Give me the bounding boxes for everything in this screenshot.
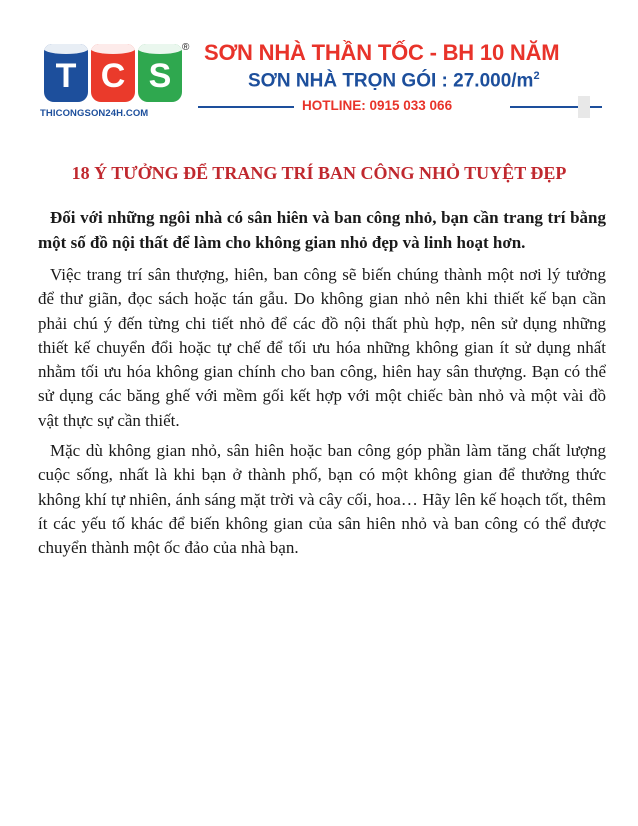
registered-mark: ® [182, 42, 190, 53]
article-paragraph-3: Mặc dù không gian nhỏ, sân hiên hoặc ban công góp phần làm tăng chất lượng cuộc sống, nhất là khi bạn ở thành phố, bạn có một không gian để thưởng thức không khí tự nhiên, ánh sáng mặt trời và cây cối, hoa… Hãy lên kế hoạch tốt, thêm ít các yếu tố khác để biến không gian của sân hiên nhỏ và ban công có thể được chuyển thành một ốc đảo của nhà bạn. [38, 441, 606, 558]
company-logo [38, 40, 194, 124]
article-body [38, 205, 606, 567]
logo-tile-c: C [91, 44, 135, 102]
slogan-sub [248, 70, 540, 92]
slogan-sub-unit-power: 2 [533, 70, 540, 82]
hotline-divider-left [198, 106, 294, 108]
article-title: 18 Ý TƯỞNG ĐỂ TRANG TRÍ BAN CÔNG NHỎ TUYỆT ĐẸP [71, 163, 567, 184]
article-lead-paragraph: Đối với những ngôi nhà có sân hiên và ban công nhỏ, bạn cần trang trí bằng một số đồ nội thất để làm cho không gian nhỏ đẹp và linh hoạt hơn. [38, 208, 606, 252]
slogan-sub-text: SƠN NHÀ TRỌN GÓI : 27.000/m [248, 70, 534, 92]
logo-tile-t: T [44, 44, 88, 102]
banner-corner-mark [578, 96, 590, 118]
header-banner [38, 32, 602, 124]
hotline-row [198, 98, 602, 116]
logo-tiles [44, 44, 182, 102]
hotline-text: HOTLINE: 0915 033 066 [302, 98, 453, 113]
slogan-main: SƠN NHÀ THẦN TỐC - BH 10 NĂM [204, 40, 560, 65]
logo-tile-s: S [138, 44, 182, 102]
logo-domain-text: THICONGSON24H.COM [40, 108, 149, 119]
article-paragraph-2: Việc trang trí sân thượng, hiên, ban công sẽ biến chúng thành một nơi lý tưởng để thư giãn, đọc sách hoặc tán gẫu. Do không gian nhỏ nên khi thiết kế bạn cần phải chú ý đến từng chi tiết nhỏ để các đồ nội thất phù hợp, nên sử dụng những thiết kế chuyển đổi hoặc tự chế để tối ưu hóa những không gian ít sử dụng nhất nhằm tối ưu hóa không gian chính cho ban công, hiên hay sân thượng. Bạn có thể sử dụng các băng ghế với mềm gối kết hợp với một chiếc bàn nhỏ và một vài đồ vật thực sự cần thiết. [38, 265, 606, 430]
